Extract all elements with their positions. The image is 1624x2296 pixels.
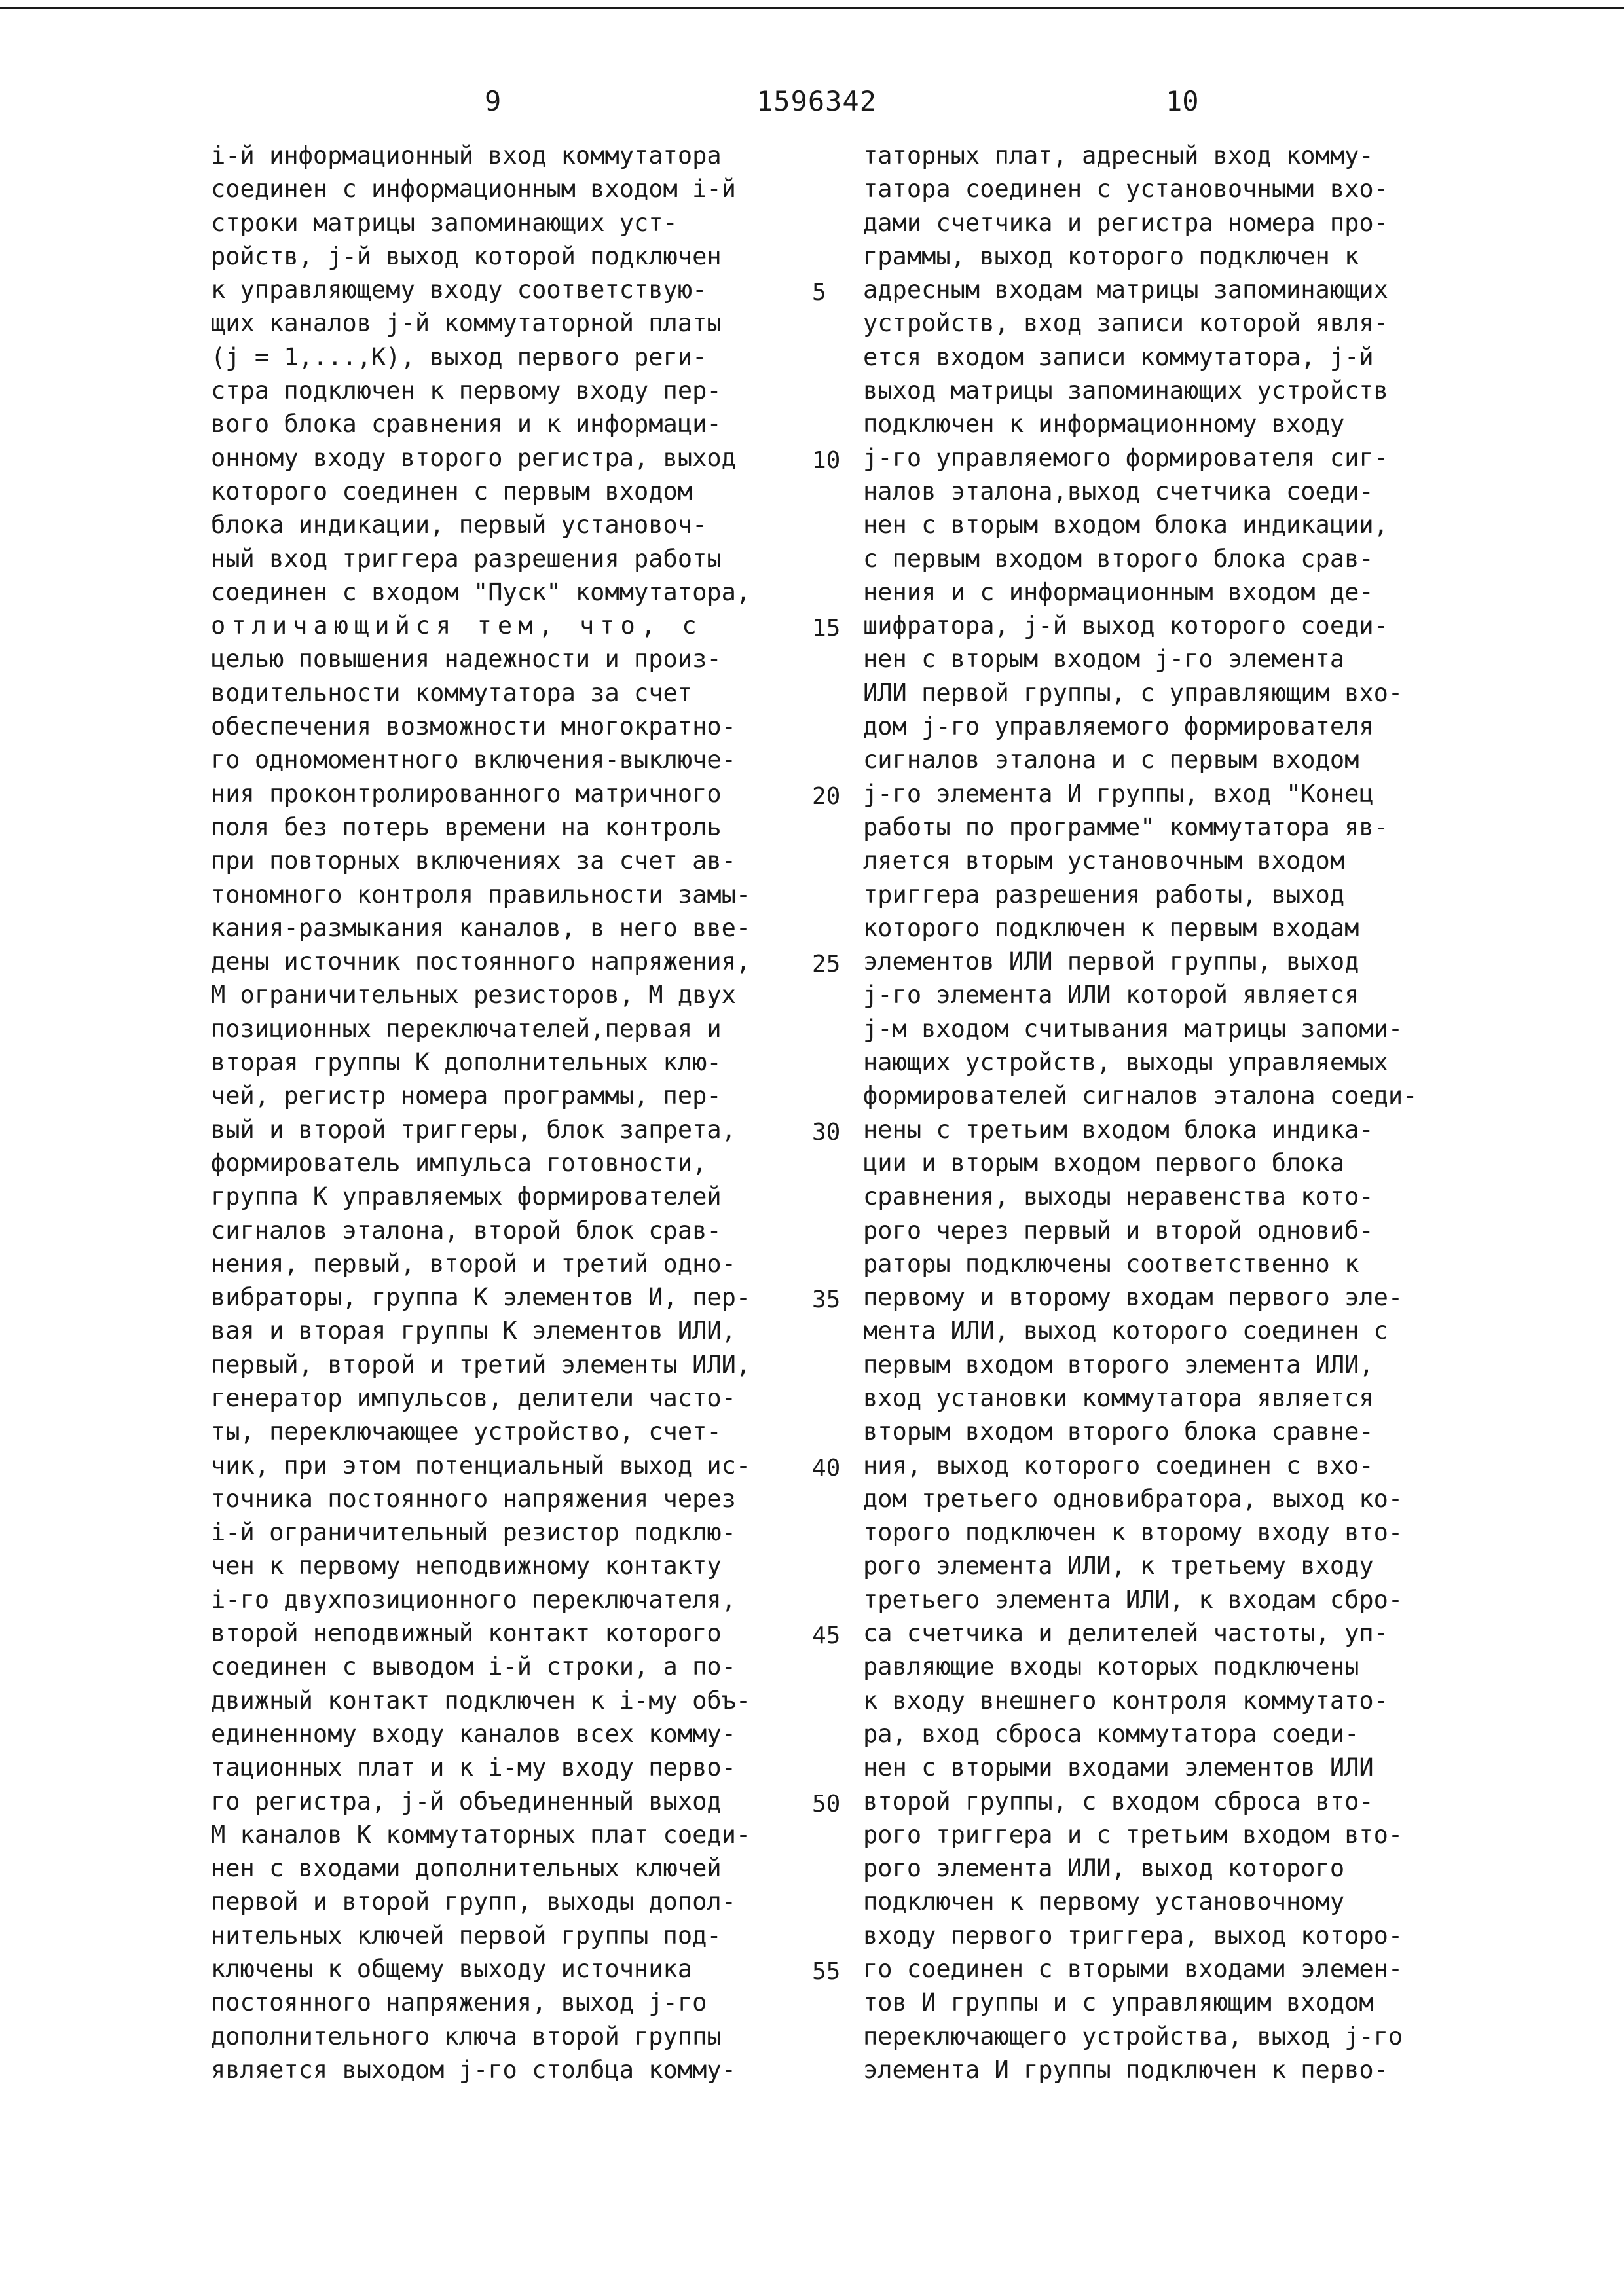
text-line: М ограничительных резисторов, М двух	[211, 981, 736, 1010]
text-line: точника постоянного напряжения через	[211, 1484, 736, 1513]
text-line: ра, вход сброса коммутатора соеди-	[863, 1719, 1359, 1748]
text-line: водительности коммутатора за счет	[211, 678, 693, 707]
text-line: i-го двухпозиционного переключателя,	[211, 1585, 736, 1614]
line-number: 55	[812, 1958, 841, 1986]
text-line: онному входу второго регистра, выход	[211, 443, 736, 472]
text-line: таторных плат, адресный вход комму-	[863, 141, 1374, 170]
text-line: работы по программе" коммутатора яв-	[863, 812, 1388, 841]
text-line: третьего элемента ИЛИ, к входам сбро-	[863, 1585, 1403, 1614]
text-line: ключены к общему выходу источника	[211, 1955, 693, 1984]
line-number: 45	[812, 1622, 841, 1650]
text-line: переключающего устройства, выход j-го	[863, 2022, 1403, 2050]
right-text-column	[863, 139, 1417, 2086]
text-line: вого блока сравнения и к информаци-	[211, 410, 722, 439]
text-line: группа К управляемых формирователей	[211, 1182, 722, 1211]
text-line: ния проконтролированного матричного	[211, 779, 722, 808]
left-text-column	[211, 139, 750, 2086]
text-line: тономного контроля правильности замы-	[211, 880, 751, 909]
text-line: целью повышения надежности и произ-	[211, 645, 722, 674]
text-line: ройств, j-й выход которой подключен	[211, 242, 722, 270]
text-line: движный контакт подключен к i-му объ-	[211, 1686, 751, 1715]
line-number: 15	[812, 615, 841, 642]
text-line: чик, при этом потенциальный выход ис-	[211, 1451, 751, 1480]
text-line: тов И группы и с управляющим входом	[863, 1988, 1374, 2017]
text-line: рого элемента ИЛИ, к третьему входу	[863, 1552, 1374, 1580]
text-line: рого элемента ИЛИ, выход которого	[863, 1854, 1345, 1883]
text-line: вторым входом второго блока сравне-	[863, 1417, 1374, 1446]
line-number: 30	[812, 1118, 841, 1146]
text-line: нен с входами дополнительных ключей	[211, 1854, 722, 1883]
text-line: второй неподвижный контакт которого	[211, 1619, 722, 1648]
text-line: равляющие входы которых подключены	[863, 1652, 1359, 1681]
text-line: сигналов эталона и с первым входом	[863, 746, 1359, 774]
text-line: ИЛИ первой группы, с управляющим вхо-	[863, 678, 1403, 707]
text-line: чен к первому неподвижному контакту	[211, 1552, 722, 1580]
line-number: 20	[812, 782, 841, 810]
text-line: ты, переключающее устройство, счет-	[211, 1417, 722, 1446]
text-line: М каналов К коммутаторных плат соеди-	[211, 1820, 751, 1849]
text-line: единенному входу каналов всех комму-	[211, 1719, 736, 1748]
text-line: нен с вторыми входами элементов ИЛИ	[863, 1753, 1374, 1782]
text-line: татора соединен с установочными вхо-	[863, 175, 1388, 204]
text-line: соединен с входом "Пуск" коммутатора,	[211, 577, 751, 606]
text-line: к управляющему входу соответствую-	[211, 276, 707, 304]
text-line: дены источник постоянного напряжения,	[211, 947, 751, 976]
text-line: ляется вторым установочным входом	[863, 847, 1345, 875]
text-line: обеспечения возможности многократно-	[211, 712, 736, 741]
text-line: которого соединен с первым входом	[211, 477, 693, 505]
text-line: первым входом второго элемента ИЛИ,	[863, 1350, 1374, 1379]
text-line: генератор импульсов, делители часто-	[211, 1383, 736, 1412]
text-line: отличающийся тем, что, с	[211, 611, 703, 640]
text-line: нен с вторым входом блока индикации,	[863, 511, 1388, 539]
text-line: поля без потерь времени на контроль	[211, 812, 722, 841]
text-line: блока индикации, первый установоч-	[211, 511, 707, 539]
text-line: дом третьего одновибратора, выход ко-	[863, 1484, 1403, 1513]
text-line: (j = 1,...,K), выход первого реги-	[211, 342, 707, 371]
text-line: ный вход триггера разрешения работы	[211, 544, 722, 573]
text-line: чей, регистр номера программы, пер-	[211, 1082, 722, 1110]
text-line: го регистра, j-й объединенный выход	[211, 1787, 722, 1815]
text-line: го соединен с вторыми входами элемен-	[863, 1955, 1403, 1984]
line-number: 40	[812, 1454, 841, 1482]
text-line: вход установки коммутатора является	[863, 1383, 1374, 1412]
text-line: формирователь импульса готовности,	[211, 1148, 707, 1177]
text-line: первому и второму входам первого эле-	[863, 1283, 1403, 1312]
line-number: 35	[812, 1286, 841, 1314]
text-line: первый, второй и третий элементы ИЛИ,	[211, 1350, 751, 1379]
text-line: адресным входам матрицы запоминающих	[863, 276, 1388, 304]
text-line: ется входом записи коммутатора, j-й	[863, 342, 1374, 371]
text-line: позиционных переключателей,первая и	[211, 1014, 722, 1043]
line-number: 5	[812, 279, 826, 306]
line-number: 50	[812, 1790, 841, 1817]
text-line: вторая группы К дополнительных клю-	[211, 1048, 722, 1077]
top-rule	[0, 7, 1624, 9]
text-line: стра подключен к первому входу пер-	[211, 376, 722, 405]
text-line: ния, выход которого соединен с вхо-	[863, 1451, 1374, 1480]
text-line: соединен с выводом i-й строки, а по-	[211, 1652, 736, 1681]
text-line: тационных плат и к i-му входу перво-	[211, 1753, 736, 1782]
line-number: 10	[812, 446, 841, 474]
text-line: j-го элемента И группы, вход "Конец	[863, 779, 1374, 808]
text-line: элементов ИЛИ первой группы, выход	[863, 947, 1359, 976]
text-line: первой и второй групп, выходы допол-	[211, 1887, 736, 1916]
text-line: налов эталона,выход счетчика соеди-	[863, 477, 1374, 505]
text-line: са счетчика и делителей частоты, уп-	[863, 1619, 1388, 1648]
text-line: является выходом j-го столбца комму-	[211, 2055, 736, 2084]
text-line: мента ИЛИ, выход которого соединен с	[863, 1317, 1388, 1345]
line-number: 25	[812, 951, 841, 978]
text-line: формирователей сигналов эталона соеди-	[863, 1082, 1418, 1110]
text-line: дополнительного ключа второй группы	[211, 2022, 722, 2050]
text-line: с первым входом второго блока срав-	[863, 544, 1374, 573]
text-line: постоянного напряжения, выход j-го	[211, 1988, 707, 2017]
text-line: щих каналов j-й коммутаторной платы	[211, 309, 722, 338]
text-line: рого через первый и второй одновиб-	[863, 1216, 1374, 1245]
text-line: к входу внешнего контроля коммутато-	[863, 1686, 1388, 1715]
text-line: строки матрицы запоминающих уст-	[211, 208, 678, 237]
text-line: нения, первый, второй и третий одно-	[211, 1249, 736, 1278]
text-line: раторы подключены соответственно к	[863, 1249, 1359, 1278]
text-line: ции и вторым входом первого блока	[863, 1148, 1345, 1177]
text-line: j-м входом считывания матрицы запоми-	[863, 1014, 1403, 1043]
text-line: сигналов эталона, второй блок срав-	[211, 1216, 722, 1245]
text-line: i-й ограничительный резистор подклю-	[211, 1518, 736, 1547]
page-number-left: 9	[485, 85, 502, 117]
text-line: нения и с информационным входом де-	[863, 577, 1374, 606]
text-line: j-го управляемого формирователя сиг-	[863, 443, 1388, 472]
text-line: второй группы, с входом сброса вто-	[863, 1787, 1374, 1815]
text-line: триггера разрешения работы, выход	[863, 880, 1345, 909]
text-line: соединен с информационным входом i-й	[211, 175, 736, 204]
text-line: дами счетчика и регистра номера про-	[863, 208, 1388, 237]
text-line: j-го элемента ИЛИ которой является	[863, 981, 1359, 1010]
text-line: устройств, вход записи которой явля-	[863, 309, 1388, 338]
text-line: шифратора, j-й выход которого соеди-	[863, 611, 1388, 640]
text-line: кания-размыкания каналов, в него вве-	[211, 913, 751, 942]
text-line: входу первого триггера, выход которо-	[863, 1921, 1403, 1950]
text-line: дом j-го управляемого формирователя	[863, 712, 1374, 741]
page-number-right: 10	[1166, 85, 1199, 117]
document-number: 1596342	[756, 85, 877, 117]
text-line: при повторных включениях за счет ав-	[211, 847, 736, 875]
text-line: нен с вторым входом j-го элемента	[863, 645, 1345, 674]
text-line: граммы, выход которого подключен к	[863, 242, 1359, 270]
text-line: которого подключен к первым входам	[863, 913, 1359, 942]
text-line: сравнения, выходы неравенства кото-	[863, 1182, 1374, 1211]
text-line: i-й информационный вход коммутатора	[211, 141, 722, 170]
text-line: рого триггера и с третьим входом вто-	[863, 1820, 1403, 1849]
text-line: подключен к информационному входу	[863, 410, 1345, 439]
text-line: вый и второй триггеры, блок запрета,	[211, 1115, 736, 1144]
text-line: выход матрицы запоминающих устройств	[863, 376, 1388, 405]
text-line: го одномоментного включения-выключе-	[211, 746, 736, 774]
text-line: торого подключен к второму входу вто-	[863, 1518, 1403, 1547]
text-line: вая и вторая группы К элементов ИЛИ,	[211, 1317, 736, 1345]
text-line: нающих устройств, выходы управляемых	[863, 1048, 1388, 1077]
text-line: элемента И группы подключен к перво-	[863, 2055, 1388, 2084]
text-line: подключен к первому установочному	[863, 1887, 1345, 1916]
text-line: нены с третьим входом блока индика-	[863, 1115, 1374, 1144]
text-line: вибраторы, группа К элементов И, пер-	[211, 1283, 751, 1312]
text-line: нительных ключей первой группы под-	[211, 1921, 722, 1950]
